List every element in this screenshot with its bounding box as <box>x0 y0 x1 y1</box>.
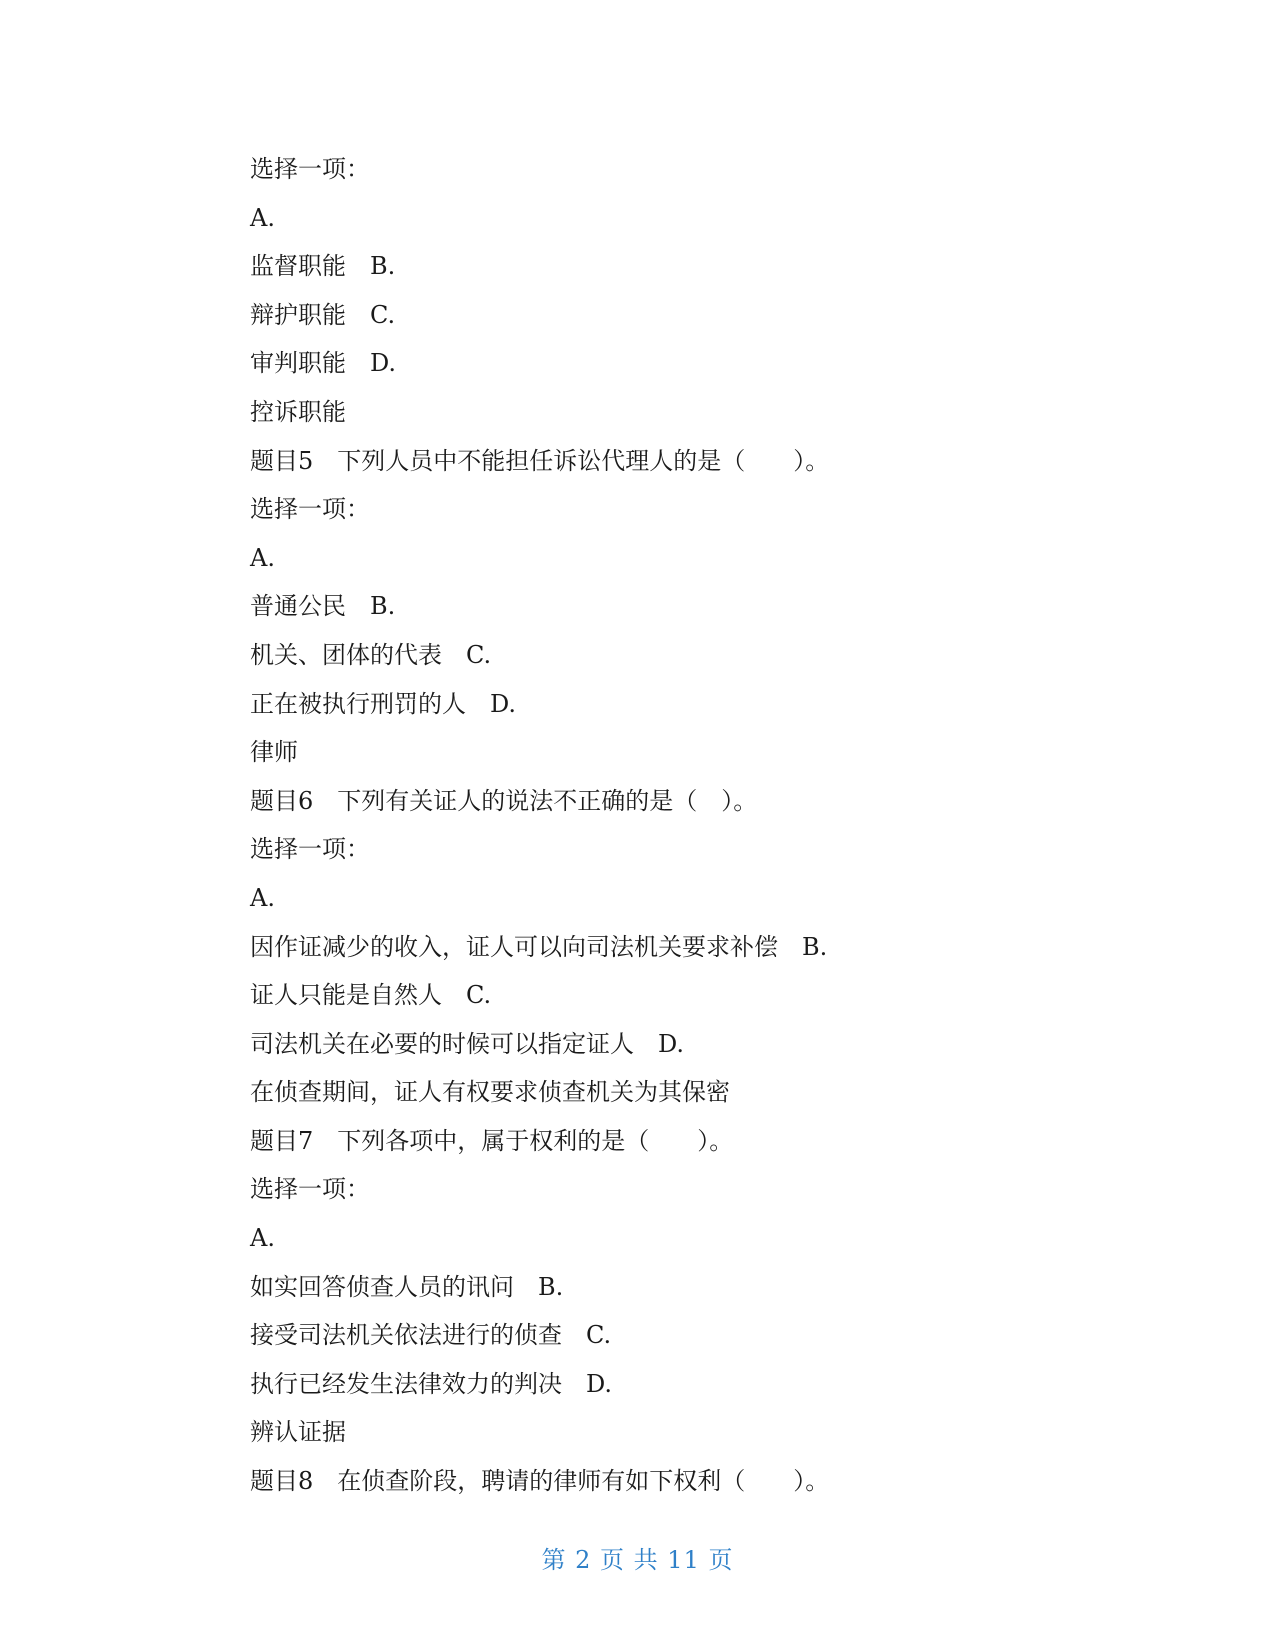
question-8: 题目8 在侦查阶段，聘请的律师有如下权利（ ）。 <box>250 1467 830 1496</box>
question-6: 题目6 下列有关证人的说法不正确的是（ ）。 <box>250 786 758 815</box>
option-letter: A. <box>250 543 275 572</box>
option-text: 执行已经发生法律效力的判决 D. <box>250 1369 613 1398</box>
option-text: 因作证减少的收入，证人可以向司法机关要求补偿 B. <box>250 932 828 961</box>
option-letter: A. <box>250 1224 275 1253</box>
option-text: 正在被执行刑罚的人 D. <box>250 689 517 718</box>
instruction-text: 选择一项： <box>250 1175 370 1204</box>
instruction-text: 选择一项： <box>250 155 370 183</box>
option-text: 在侦查期间，证人有权要求侦查机关为其保密 <box>250 1078 730 1107</box>
option-text: 接受司法机关依法进行的侦查 C. <box>250 1321 612 1350</box>
question-5: 题目5 下列人员中不能担任诉讼代理人的是（ ）。 <box>250 446 830 475</box>
option-text: 如实回答侦查人员的讯问 B. <box>250 1272 564 1301</box>
question-7: 题目7 下列各项中，属于权利的是（ ）。 <box>250 1126 734 1155</box>
option-text: 律师 <box>250 738 298 767</box>
option-text: 机关、团体的代表 C. <box>250 640 492 669</box>
option-text: 辨认证据 <box>250 1418 346 1447</box>
document-body <box>250 145 1150 1506</box>
option-text: 监督职能 B. <box>250 252 396 281</box>
option-text: 证人只能是自然人 C. <box>250 981 492 1010</box>
option-text: 普通公民 B. <box>250 592 396 621</box>
option-text: 辩护职能 C. <box>250 300 396 329</box>
instruction-text: 选择一项： <box>250 835 370 864</box>
instruction-text: 选择一项： <box>250 495 370 524</box>
option-letter: A. <box>250 883 275 912</box>
option-text: 司法机关在必要的时候可以指定证人 D. <box>250 1029 685 1058</box>
option-letter: A. <box>250 203 275 232</box>
page-number-footer: 第 2 页 共 11 页 <box>541 1546 734 1574</box>
option-text: 控诉职能 <box>250 397 346 426</box>
option-text: 审判职能 D. <box>250 349 397 378</box>
